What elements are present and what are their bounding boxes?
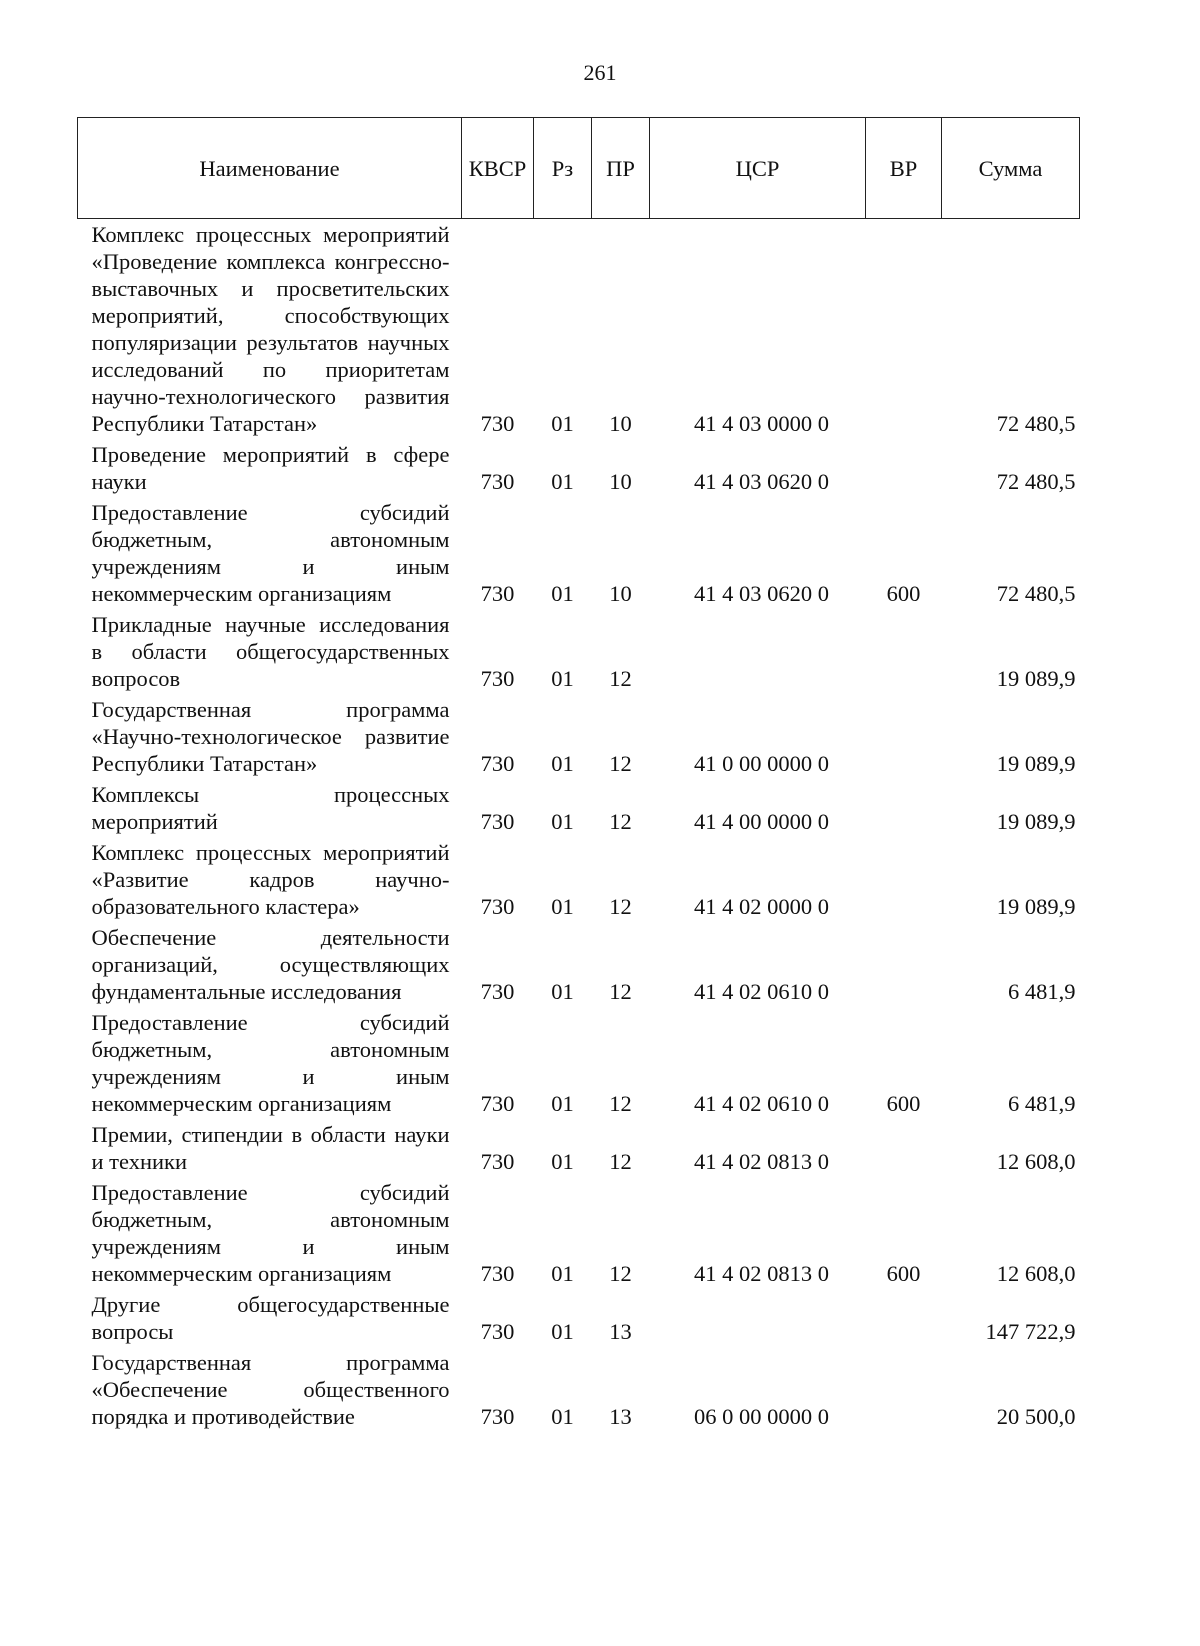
header-csr: ЦСР	[650, 118, 866, 219]
cell-name: Государственная программа «Научно-технологическое развитие Республики Татарстан»	[91, 697, 450, 776]
cell-pr: 13	[609, 1319, 632, 1344]
cell-vr	[866, 219, 942, 440]
cell-sum: 72 480,5	[996, 581, 1076, 606]
cell-rz: 01	[551, 809, 574, 834]
cell-csr: 41 4 00 0000 0	[694, 809, 829, 834]
cell-pr: 12	[609, 666, 632, 691]
cell-csr: 41 4 02 0000 0	[694, 894, 829, 919]
cell-rz: 01	[551, 1404, 574, 1429]
header-kvsr: КВСР	[462, 118, 534, 219]
cell-kvsr: 730	[480, 894, 515, 919]
cell-vr	[866, 1119, 942, 1177]
cell-sum: 19 089,9	[996, 751, 1076, 776]
cell-kvsr: 730	[480, 809, 515, 834]
cell-kvsr: 730	[480, 1091, 515, 1116]
cell-name: Государственная программа «Обеспечение общественного порядка и противодействие	[91, 1350, 450, 1429]
cell-pr: 10	[609, 469, 632, 494]
cell-rz: 01	[551, 411, 574, 436]
table-row	[78, 1119, 1080, 1177]
table-row	[78, 1007, 1080, 1119]
cell-pr: 13	[609, 1404, 632, 1429]
cell-rz: 01	[551, 751, 574, 776]
table-row	[78, 837, 1080, 922]
table-row	[78, 609, 1080, 694]
table-row	[78, 1177, 1080, 1289]
cell-name: Комплексы процессных мероприятий	[91, 782, 450, 834]
cell-csr: 41 0 00 0000 0	[694, 751, 829, 776]
cell-csr: 41 4 03 0620 0	[694, 469, 829, 494]
cell-pr: 12	[609, 979, 632, 1004]
cell-rz: 01	[551, 979, 574, 1004]
cell-sum: 19 089,9	[996, 666, 1076, 691]
cell-csr: 06 0 00 0000 0	[694, 1404, 829, 1429]
cell-vr	[866, 1289, 942, 1347]
table-row	[78, 219, 1080, 440]
header-name: Наименование	[78, 118, 462, 219]
cell-sum: 6 481,9	[1008, 1091, 1076, 1116]
cell-vr	[866, 609, 942, 694]
cell-rz: 01	[551, 894, 574, 919]
header-sum: Сумма	[942, 118, 1080, 219]
table-row	[78, 1289, 1080, 1347]
cell-csr	[650, 609, 866, 694]
cell-vr: 600	[886, 1091, 921, 1116]
table-row	[78, 497, 1080, 609]
cell-kvsr: 730	[480, 581, 515, 606]
header-rz: Рз	[534, 118, 592, 219]
cell-csr: 41 4 02 0610 0	[694, 1091, 829, 1116]
cell-vr	[866, 439, 942, 497]
cell-rz: 01	[551, 1149, 574, 1174]
cell-rz: 01	[551, 1261, 574, 1286]
cell-csr: 41 4 02 0610 0	[694, 979, 829, 1004]
cell-csr	[650, 1289, 866, 1347]
cell-rz: 01	[551, 1091, 574, 1116]
table-row	[78, 1347, 1080, 1432]
cell-sum: 12 608,0	[996, 1149, 1076, 1174]
cell-sum: 72 480,5	[996, 411, 1076, 436]
cell-sum: 6 481,9	[1008, 979, 1076, 1004]
cell-vr	[866, 779, 942, 837]
cell-rz: 01	[551, 581, 574, 606]
cell-kvsr: 730	[480, 751, 515, 776]
cell-sum: 72 480,5	[996, 469, 1076, 494]
cell-sum: 147 722,9	[985, 1319, 1076, 1344]
cell-pr: 10	[609, 411, 632, 436]
cell-name: Премии, стипендии в области науки и техники	[91, 1122, 450, 1174]
cell-name: Обеспечение деятельности организаций, осуществляющих фундаментальные исследования	[91, 925, 450, 1004]
cell-kvsr: 730	[480, 1319, 515, 1344]
table-header	[78, 118, 1080, 219]
table-body	[78, 219, 1080, 1433]
cell-sum: 19 089,9	[996, 894, 1076, 919]
cell-sum: 19 089,9	[996, 809, 1076, 834]
header-pr: ПР	[592, 118, 650, 219]
cell-vr	[866, 837, 942, 922]
cell-kvsr: 730	[480, 1149, 515, 1174]
page-number: 261	[583, 60, 617, 85]
cell-kvsr: 730	[480, 666, 515, 691]
cell-pr: 12	[609, 1261, 632, 1286]
cell-name: Проведение мероприятий в сфере науки	[91, 442, 450, 494]
cell-sum: 20 500,0	[996, 1404, 1076, 1429]
cell-rz: 01	[551, 469, 574, 494]
cell-name: Комплекс процессных мероприятий «Проведение комплекса конгрессно-выставочных и просветительских мероприятий, способствующих популяризации результатов научных исследований по приоритетам научно-технологического развития Республики Татарстан»	[91, 222, 450, 436]
cell-pr: 10	[609, 581, 632, 606]
cell-name: Прикладные научные исследования в области общегосударственных вопросов	[91, 612, 450, 691]
cell-kvsr: 730	[480, 1404, 515, 1429]
table-row	[78, 694, 1080, 779]
cell-name: Комплекс процессных мероприятий «Развитие кадров научно-образовательного кластера»	[91, 840, 450, 919]
cell-vr: 600	[886, 1261, 921, 1286]
cell-vr	[866, 694, 942, 779]
cell-pr: 12	[609, 751, 632, 776]
cell-kvsr: 730	[480, 411, 515, 436]
cell-kvsr: 730	[480, 469, 515, 494]
table-row	[78, 779, 1080, 837]
cell-name: Предоставление субсидий бюджетным, автономным учреждениям и иным некоммерческим организациям	[91, 1180, 450, 1286]
cell-csr: 41 4 03 0620 0	[694, 581, 829, 606]
cell-csr: 41 4 03 0000 0	[694, 411, 829, 436]
cell-vr	[866, 922, 942, 1007]
cell-rz: 01	[551, 1319, 574, 1344]
cell-name: Другие общегосударственные вопросы	[91, 1292, 450, 1344]
cell-name: Предоставление субсидий бюджетным, автономным учреждениям и иным некоммерческим организациям	[91, 500, 450, 606]
header-vr: ВР	[866, 118, 942, 219]
cell-kvsr: 730	[480, 1261, 515, 1286]
cell-pr: 12	[609, 1091, 632, 1116]
cell-pr: 12	[609, 894, 632, 919]
cell-pr: 12	[609, 1149, 632, 1174]
cell-csr: 41 4 02 0813 0	[694, 1261, 829, 1286]
table-row	[78, 922, 1080, 1007]
cell-vr	[866, 1347, 942, 1432]
table-row	[78, 439, 1080, 497]
cell-csr: 41 4 02 0813 0	[694, 1149, 829, 1174]
budget-table	[77, 117, 1080, 1432]
cell-vr: 600	[886, 581, 921, 606]
cell-kvsr: 730	[480, 979, 515, 1004]
cell-name: Предоставление субсидий бюджетным, автономным учреждениям и иным некоммерческим организациям	[91, 1010, 450, 1116]
cell-rz: 01	[551, 666, 574, 691]
cell-pr: 12	[609, 809, 632, 834]
cell-sum: 12 608,0	[996, 1261, 1076, 1286]
